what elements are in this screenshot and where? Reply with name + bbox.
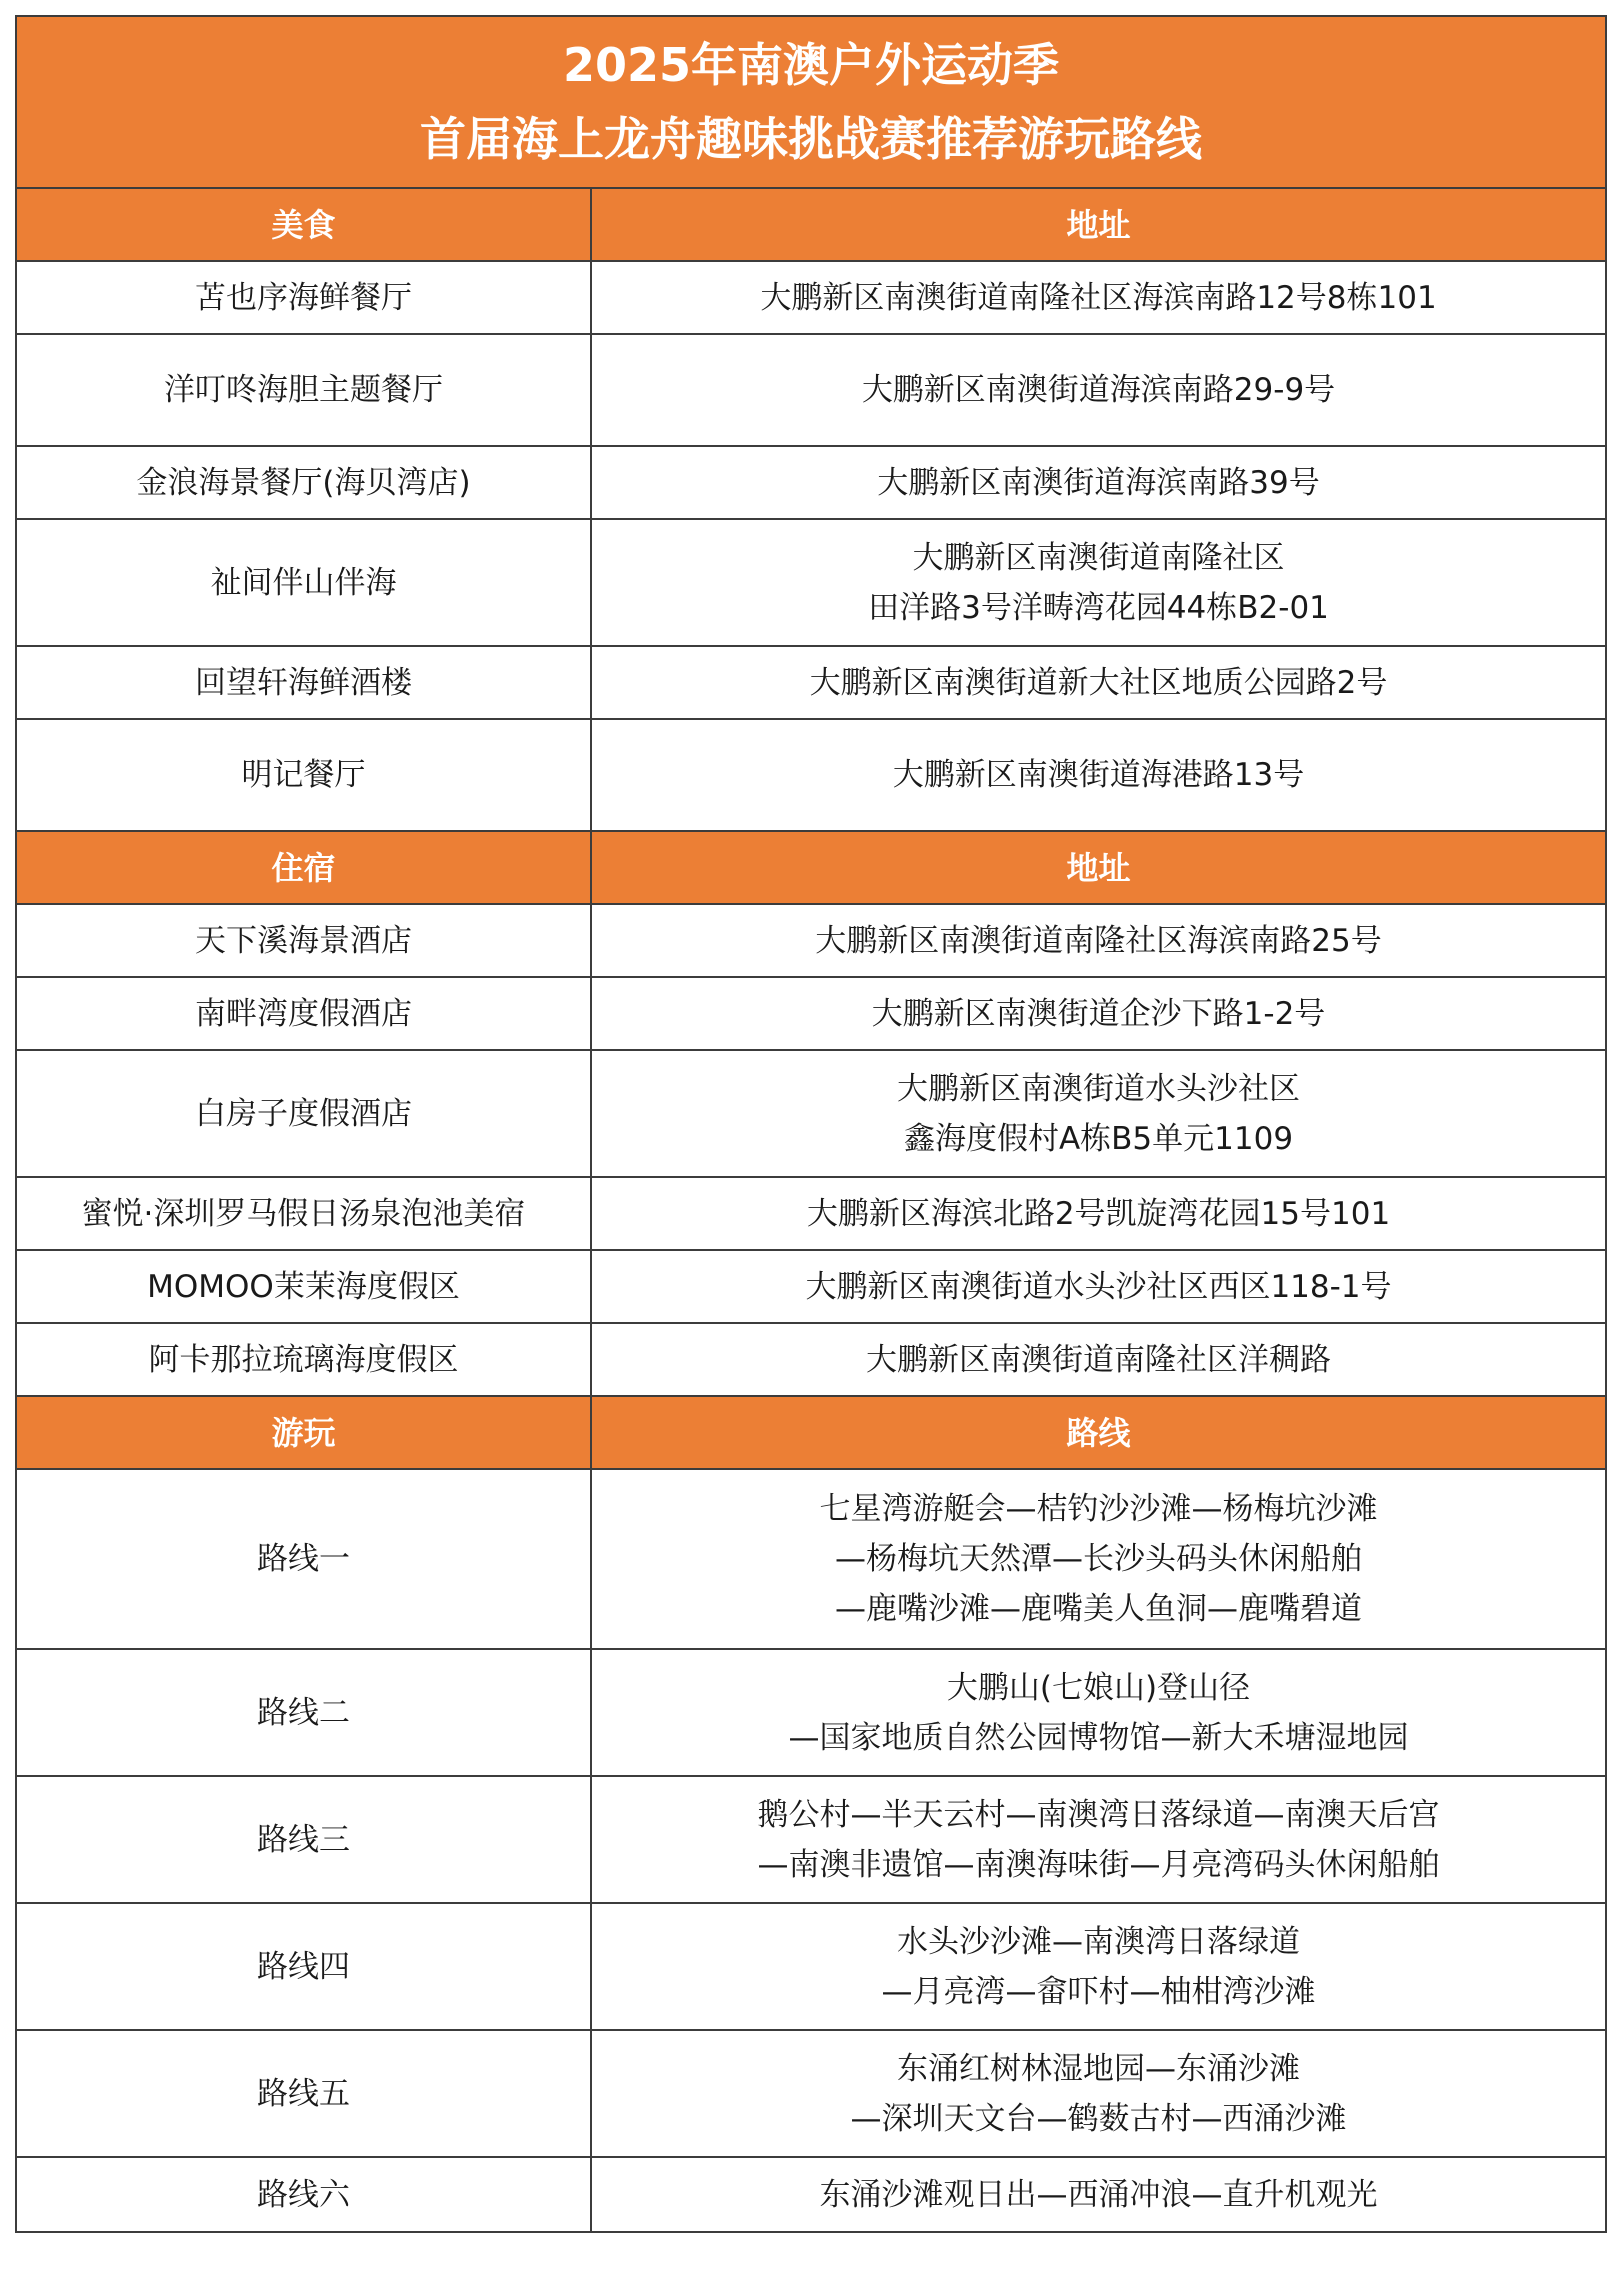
- route-path: [591, 1903, 1606, 2030]
- routes-header-col2: 路线: [591, 1396, 1606, 1469]
- food-address: [591, 719, 1606, 831]
- address-line: 大鹏新区南澳街道水头沙社区: [897, 1070, 1300, 1107]
- address-line: 大鹏新区南澳街道新大社区地质公园路2号: [809, 664, 1388, 701]
- table-row: [16, 1177, 1606, 1250]
- route-line: —南澳非遗馆—南澳海味街—月亮湾码头休闲船舶: [757, 1846, 1440, 1883]
- table-row: [16, 1469, 1606, 1649]
- lodging-header-col2: 地址: [591, 831, 1606, 904]
- food-header-row: [16, 188, 1606, 261]
- address-line: 大鹏新区南澳街道南隆社区: [912, 539, 1285, 576]
- food-name: 回望轩海鲜酒楼: [16, 646, 591, 719]
- lodging-address: [591, 1250, 1606, 1323]
- food-address: [591, 334, 1606, 446]
- table-row: [16, 1776, 1606, 1903]
- route-line: —国家地质自然公园博物馆—新大禾塘湿地园: [788, 1719, 1409, 1756]
- table-title: [16, 16, 1606, 188]
- recommendation-table: [15, 15, 1607, 2233]
- food-address: [591, 261, 1606, 334]
- address-line: 大鹏新区南澳街道海滨南路29-9号: [861, 372, 1336, 408]
- lodging-address: [591, 904, 1606, 977]
- route-name: 路线二: [16, 1649, 591, 1776]
- address-line: 田洋路3号洋畴湾花园44栋B2-01: [868, 589, 1329, 626]
- table-row: [16, 2157, 1606, 2232]
- address-line: 大鹏新区南澳街道南隆社区洋稠路: [866, 1341, 1331, 1378]
- table-row: [16, 446, 1606, 519]
- food-address: [591, 446, 1606, 519]
- title-line-2: 首届海上龙舟趣味挑战赛推荐游玩路线: [420, 112, 1202, 166]
- lodging-address: [591, 977, 1606, 1050]
- lodging-name: 白房子度假酒店: [16, 1050, 591, 1177]
- routes-header-col1: 游玩: [16, 1396, 591, 1469]
- lodging-address: [591, 1050, 1606, 1177]
- title-row: [16, 16, 1606, 188]
- lodging-header-row: [16, 831, 1606, 904]
- lodging-header-col1: 住宿: [16, 831, 591, 904]
- table-row: [16, 1250, 1606, 1323]
- address-line: 大鹏新区南澳街道海港路13号: [892, 757, 1305, 793]
- route-line: 水头沙沙滩—南澳湾日落绿道: [897, 1923, 1300, 1960]
- food-header-col2: 地址: [591, 188, 1606, 261]
- table-row: [16, 1050, 1606, 1177]
- table-row: [16, 334, 1606, 446]
- food-name: 金浪海景餐厅(海贝湾店): [16, 446, 591, 519]
- lodging-name: 天下溪海景酒店: [16, 904, 591, 977]
- route-path: [591, 2157, 1606, 2232]
- table-row: [16, 1323, 1606, 1396]
- table-row: [16, 261, 1606, 334]
- address-line: 鑫海度假村A栋B5单元1109: [903, 1120, 1294, 1157]
- route-line: 大鹏山(七娘山)登山径: [946, 1669, 1251, 1706]
- route-name: 路线五: [16, 2030, 591, 2157]
- table-row: [16, 977, 1606, 1050]
- route-name: 路线四: [16, 1903, 591, 2030]
- lodging-name: 蜜悦·深圳罗马假日汤泉泡池美宿: [16, 1177, 591, 1250]
- food-name: 明记餐厅: [16, 719, 591, 831]
- address-line: 大鹏新区南澳街道企沙下路1-2号: [871, 995, 1326, 1032]
- lodging-name: MOMOO茉茉海度假区: [16, 1250, 591, 1323]
- route-name: 路线三: [16, 1776, 591, 1903]
- table-row: [16, 519, 1606, 646]
- route-line: 东涌红树林湿地园—东涌沙滩: [897, 2050, 1300, 2087]
- route-path: [591, 2030, 1606, 2157]
- address-line: 大鹏新区南澳街道水头沙社区西区118-1号: [805, 1268, 1392, 1305]
- food-name: 洋叮咚海胆主题餐厅: [16, 334, 591, 446]
- table-row: [16, 1649, 1606, 1776]
- address-line: 大鹏新区海滨北路2号凯旋湾花园15号101: [806, 1195, 1391, 1232]
- lodging-address: [591, 1323, 1606, 1396]
- route-line: —深圳天文台—鹤薮古村—西涌沙滩: [850, 2100, 1347, 2137]
- food-address: [591, 646, 1606, 719]
- lodging-address: [591, 1177, 1606, 1250]
- address-line: 大鹏新区南澳街道南隆社区海滨南路25号: [815, 922, 1382, 959]
- route-name: 路线一: [16, 1469, 591, 1649]
- table-row: [16, 1903, 1606, 2030]
- table-row: [16, 904, 1606, 977]
- food-name: 祉间伴山伴海: [16, 519, 591, 646]
- address-line: 大鹏新区南澳街道海滨南路39号: [877, 464, 1320, 501]
- route-line: 东涌沙滩观日出—西涌冲浪—直升机观光: [819, 2176, 1378, 2213]
- lodging-name: 南畔湾度假酒店: [16, 977, 591, 1050]
- table-row: [16, 646, 1606, 719]
- address-line: 大鹏新区南澳街道南隆社区海滨南路12号8栋101: [760, 279, 1437, 316]
- table-row: [16, 719, 1606, 831]
- route-line: —杨梅坑天然潭—长沙头码头休闲船舶: [835, 1541, 1362, 1577]
- route-path: [591, 1469, 1606, 1649]
- route-path: [591, 1776, 1606, 1903]
- recommendation-table-sheet: [15, 15, 1605, 2267]
- title-line-1: 2025年南澳户外运动季: [562, 38, 1060, 92]
- table-row: [16, 2030, 1606, 2157]
- food-name: 苫也序海鲜餐厅: [16, 261, 591, 334]
- route-path: [591, 1649, 1606, 1776]
- route-line: 七星湾游艇会—桔钓沙沙滩—杨梅坑沙滩: [819, 1491, 1378, 1527]
- route-name: 路线六: [16, 2157, 591, 2232]
- lodging-name: 阿卡那拉琉璃海度假区: [16, 1323, 591, 1396]
- food-address: [591, 519, 1606, 646]
- food-header-col1: 美食: [16, 188, 591, 261]
- route-line: —月亮湾—畲吓村—柚柑湾沙滩: [881, 1973, 1316, 2010]
- route-line: 鹅公村—半天云村—南澳湾日落绿道—南澳天后宫: [757, 1796, 1440, 1833]
- routes-header-row: [16, 1396, 1606, 1469]
- route-line: —鹿嘴沙滩—鹿嘴美人鱼洞—鹿嘴碧道: [835, 1591, 1362, 1627]
